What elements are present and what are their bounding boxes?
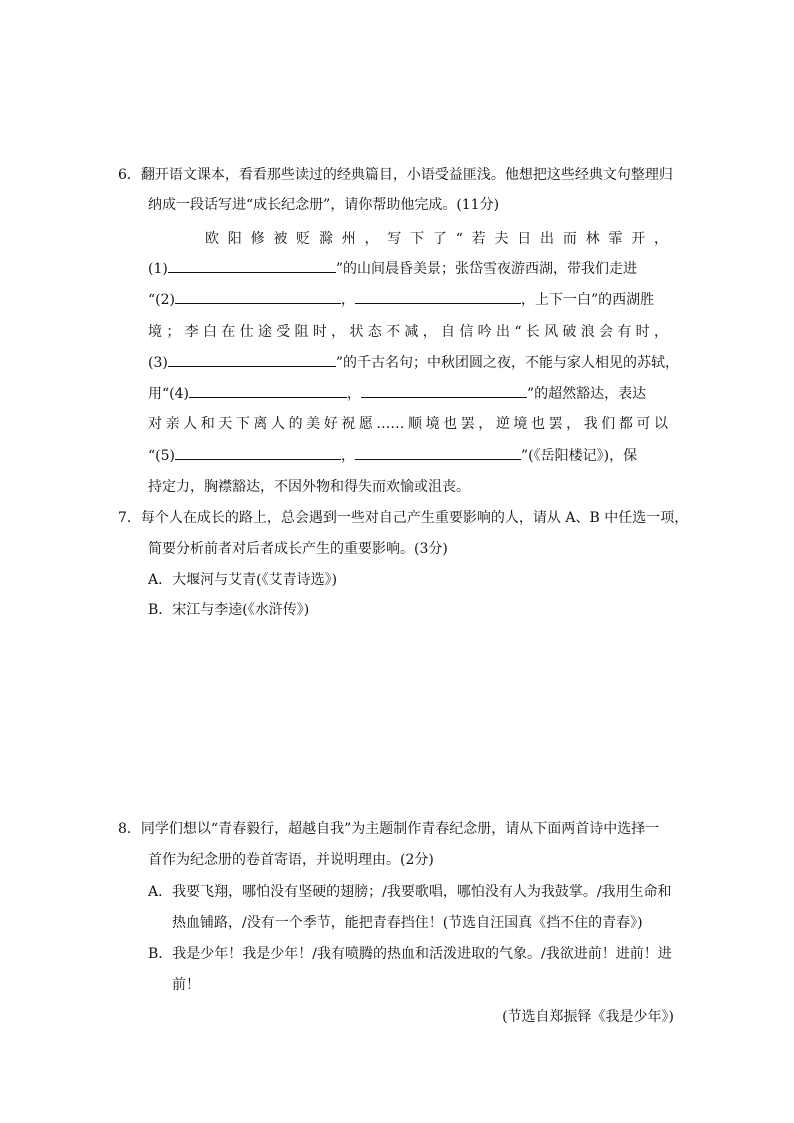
blank4-label: 用“(4) xyxy=(148,386,189,402)
q6-passage-line2-text: ”的山间晨昏美景；张岱雪夜游西湖，带我们走进 xyxy=(335,261,637,277)
q6-passage-line3-text: ，上下一白”的西湖胜 xyxy=(521,292,655,308)
comma: ， xyxy=(347,386,361,402)
comma: ， xyxy=(341,448,355,464)
blank3-answer-line[interactable] xyxy=(168,352,336,367)
q8-stem-line1 xyxy=(118,819,659,839)
q8-option-a-line2: 热血铺路，/没有一个季节，能把青春挡住！(节选自汪国真《挡不住的青春》) xyxy=(172,915,643,931)
q6-passage-line6 xyxy=(148,383,646,404)
q6-passage-line6-text: ”的超然豁达，表达 xyxy=(527,386,647,402)
q7-number: 7． xyxy=(118,510,141,526)
q8-option-b-line2: 前！ xyxy=(172,977,200,993)
q6-passage-line4: 境；李白在仕途受阻时，状态不减，自信吟出“长风破浪会有时， xyxy=(148,324,668,340)
q7-option-b: B．宋江与李逵(《水浒传》) xyxy=(148,602,310,618)
q6-stem-text1: 翻开语文课本，看看那些读过的经典篇目，小语受益匪浅。他想把这些经典文句整理归 xyxy=(140,167,673,183)
q7-stem-line2: 简要分析前者对后者成长产生的重要影响。(3分) xyxy=(148,541,448,557)
q8-stem-text1: 同学们想以“青春毅行，超越自我”为主题制作青春纪念册，请从下面两首诗中选择一 xyxy=(140,821,660,837)
blank3-label: (3) xyxy=(148,355,168,371)
q6-passage-line1: 欧阳修被贬滁州，写下了“若夫日出而林霏开， xyxy=(205,231,668,247)
q6-passage-line8 xyxy=(148,445,637,466)
q6-stem-line2: 纳成一段话写进“成长纪念册”，请你帮助他完成。(11分) xyxy=(148,197,500,213)
blank5-label: “(5) xyxy=(148,448,175,464)
blank5b-answer-line[interactable] xyxy=(355,445,521,460)
blank2a-answer-line[interactable] xyxy=(175,289,341,304)
comma: ， xyxy=(341,292,355,308)
q6-number: 6． xyxy=(118,167,141,183)
q6-passage-line8-text: ”(《岳阳楼记》)，保 xyxy=(521,448,638,464)
q6-passage-line5 xyxy=(148,352,679,373)
q7-stem-line1 xyxy=(118,508,688,528)
q8-option-b-line1: B．我是少年！我是少年！/我有喷腾的热血和活泼进取的气象。/我欲进前！进前！进 xyxy=(148,946,672,962)
q7-option-a: A．大堰河与艾青(《艾青诗选》) xyxy=(148,572,338,588)
q6-passage-line5-text: ”的千古名句；中秋团圆之夜，不能与家人相见的苏轼， xyxy=(335,355,679,371)
q8-number: 8． xyxy=(118,821,141,837)
q7-stem-text1: 每个人在成长的路上，总会遇到一些对自己产生重要影响的人，请从 A、B 中任选一项， xyxy=(140,510,689,526)
q6-passage-line9: 持定力，胸襟豁达，不因外物和得失而欢愉或沮丧。 xyxy=(148,479,470,495)
q8-option-a-line1: A．我要飞翔，哪怕没有坚硬的翅膀；/我要歌唱，哪怕没有人为我鼓掌。/我用生命和 xyxy=(148,884,672,900)
q6-passage-line7: 对亲人和天下离人的美好祝愿……顺境也罢，逆境也罢，我们都可以 xyxy=(148,416,668,432)
blank4b-answer-line[interactable] xyxy=(361,383,527,398)
blank2b-answer-line[interactable] xyxy=(355,289,521,304)
blank5a-answer-line[interactable] xyxy=(175,445,341,460)
blank2-label: “(2) xyxy=(148,292,175,308)
q6-passage-line3 xyxy=(148,289,654,310)
q6-passage-line2 xyxy=(148,258,637,279)
blank1-answer-line[interactable] xyxy=(168,258,336,273)
q8-stem-line2: 首作为纪念册的卷首寄语，并说明理由。(2分) xyxy=(148,852,434,868)
blank4a-answer-line[interactable] xyxy=(189,383,347,398)
q6-stem-line1 xyxy=(118,165,673,185)
q8-source: (节选自郑振铎《我是少年》) xyxy=(502,1009,674,1025)
blank1-label: (1) xyxy=(148,261,168,277)
